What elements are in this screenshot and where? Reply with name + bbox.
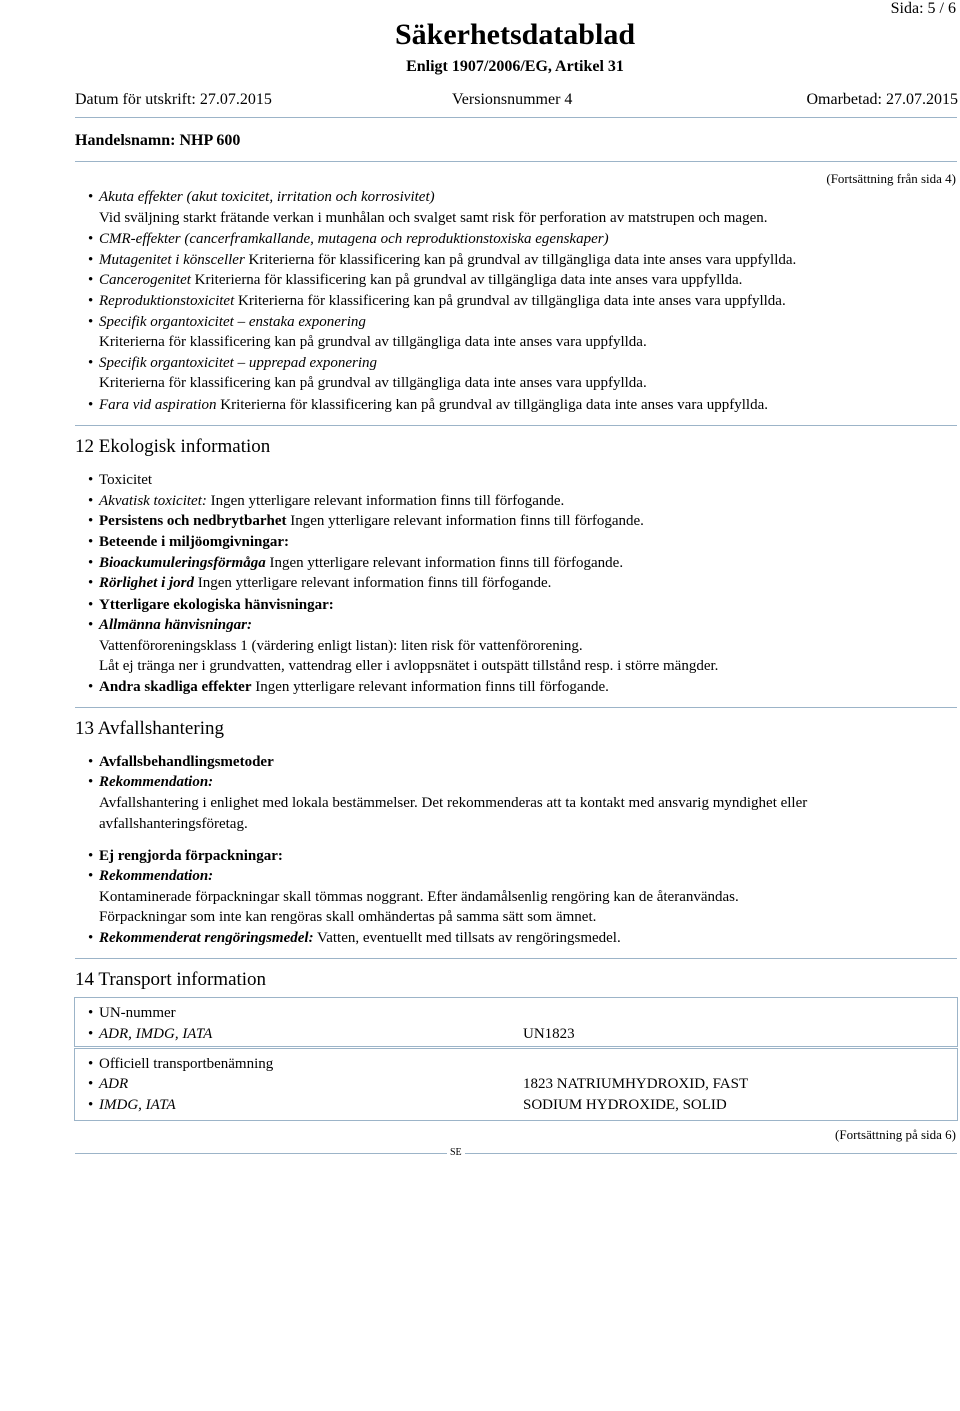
recommendation-2-text-2: Förpackningar som inte kan rengöras skall omhändertas på samma sätt som ämnet. (99, 909, 597, 925)
document-title: Säkerhetsdatablad (394, 18, 636, 51)
aquatic-toxicity: • Akvatisk toxicitet: Ingen ytterligare relevant information finns till förfogande. (88, 493, 565, 509)
trade-name: Handelsnamn: NHP 600 (75, 132, 241, 149)
general-notes-text-1: Vattenföroreningsklass 1 (värdering enligt listan): liten risk för vattenförorening. (99, 638, 583, 654)
section-14-heading: 14 Transport information (75, 969, 267, 990)
cleaning-agent: • Rekommenderat rengöringsmedel: Vatten, eventuellt med tillsats av rengöringsmedel. (88, 930, 621, 946)
recommendation-1-text-1: Avfallshantering i enlighet med lokala bestämmelser. Det rekommenderas att ta kontakt med ansvarig myndighet eller (99, 795, 808, 811)
section-13-heading: 13 Avfallshantering (75, 718, 224, 739)
cmr-effects: • CMR-effekter (cancerframkallande, mutagena och reproduktionstoxiska egenskaper) (88, 231, 609, 247)
un-number-label: • UN-nummer (88, 1005, 176, 1021)
stot-repeated-text: Kriterierna för klassificering kan på grundval av tillgängliga data inte anses vara uppfyllda. (99, 375, 647, 391)
section-divider (75, 425, 957, 426)
persistence: • Persistens och nedbrytbarhet Ingen ytterligare relevant information finns till förfogande. (88, 513, 644, 529)
recommendation-2-text-1: Kontaminerade förpackningar skall tömmas noggrant. Efter ändamålsenlig rengöring kan de återanvändas. (99, 889, 739, 905)
print-date: Datum för utskrift: 27.07.2015 (75, 91, 272, 108)
adr-label: • ADR (88, 1076, 129, 1092)
section-divider (75, 958, 957, 959)
stot-repeated: • Specifik organtoxicitet – upprepad exponering (88, 355, 377, 371)
continued-from: (Fortsättning från sida 4) (826, 171, 956, 186)
shipping-name-label: • Officiell transportbenämning (88, 1056, 274, 1072)
treatment-methods: • Avfallsbehandlingsmetoder (88, 754, 274, 770)
recommendation-1-text-2: avfallshanteringsföretag. (99, 816, 248, 832)
aspiration-hazard: • Fara vid aspiration Kriterierna för klassificering kan på grundval av tillgängliga data inte anses vara uppfyllda. (88, 397, 768, 413)
adr-value: 1823 NATRIUMHYDROXID, FAST (523, 1076, 749, 1092)
header-divider-2 (75, 161, 957, 162)
acute-effects-text: Vid sväljning starkt frätande verkan i munhålan och svalget samt risk för perforation av matstrupen och magen. (99, 210, 768, 226)
continued-on: (Fortsättning på sida 6) (835, 1127, 956, 1142)
imdg-label: • IMDG, IATA (88, 1097, 176, 1113)
general-notes: • Allmänna hänvisningar: (88, 617, 252, 633)
carcinogenicity: • Cancerogenitet Kriterierna för klassificering kan på grundval av tillgängliga data inte anses vara uppfyllda. (88, 272, 743, 288)
stot-single: • Specifik organtoxicitet – enstaka exponering (88, 314, 366, 330)
un-number-value: UN1823 (523, 1026, 575, 1042)
document-subtitle: Enligt 1907/2006/EG, Artikel 31 (406, 58, 624, 75)
toxicity: • Toxicitet (88, 472, 153, 488)
imdg-value: SODIUM HYDROXIDE, SOLID (523, 1097, 727, 1113)
mutagenicity: • Mutagenitet i könsceller Kriterierna för klassificering kan på grundval av tillgängliga data inte anses vara uppfyllda. (88, 252, 797, 268)
revision-date: Omarbetad: 27.07.2015 (806, 91, 958, 108)
environmental-behavior: • Beteende i miljöomgivningar: (88, 534, 289, 550)
additional-ecological: • Ytterligare ekologiska hänvisningar: (88, 597, 334, 613)
header-divider (75, 117, 957, 118)
soil-mobility: • Rörlighet i jord Ingen ytterligare relevant information finns till förfogande. (88, 575, 552, 591)
language-code: SE (447, 1147, 465, 1158)
version-number: Versionsnummer 4 (452, 91, 573, 108)
general-notes-text-2: Låt ej tränga ner i grundvatten, vattendrag eller i avloppsnätet i outspätt tillstånd resp. i större mängder. (99, 658, 719, 674)
stot-single-text: Kriterierna för klassificering kan på grundval av tillgängliga data inte anses vara uppfyllda. (99, 334, 647, 350)
un-number-modes: • ADR, IMDG, IATA (88, 1026, 213, 1042)
section-12-heading: 12 Ekologisk information (75, 436, 271, 457)
uncleaned-packaging: • Ej rengjorda förpackningar: (88, 848, 283, 864)
bioaccumulation: • Bioackumuleringsförmåga Ingen ytterligare relevant information finns till förfogande. (88, 555, 624, 571)
reproductive-toxicity: • Reproduktionstoxicitet Kriterierna för klassificering kan på grundval av tillgängliga data inte anses vara uppfyllda. (88, 293, 786, 309)
section-divider (75, 707, 957, 708)
other-effects: • Andra skadliga effekter Ingen ytterligare relevant information finns till förfogande. (88, 679, 609, 695)
recommendation-1: • Rekommendation: (88, 774, 214, 790)
acute-effects: • Akuta effekter (akut toxicitet, irritation och korrosivitet) (88, 189, 435, 205)
footer-divider (75, 1153, 957, 1154)
recommendation-2: • Rekommendation: (88, 868, 214, 884)
page-number: Sida: 5 / 6 (890, 0, 956, 17)
